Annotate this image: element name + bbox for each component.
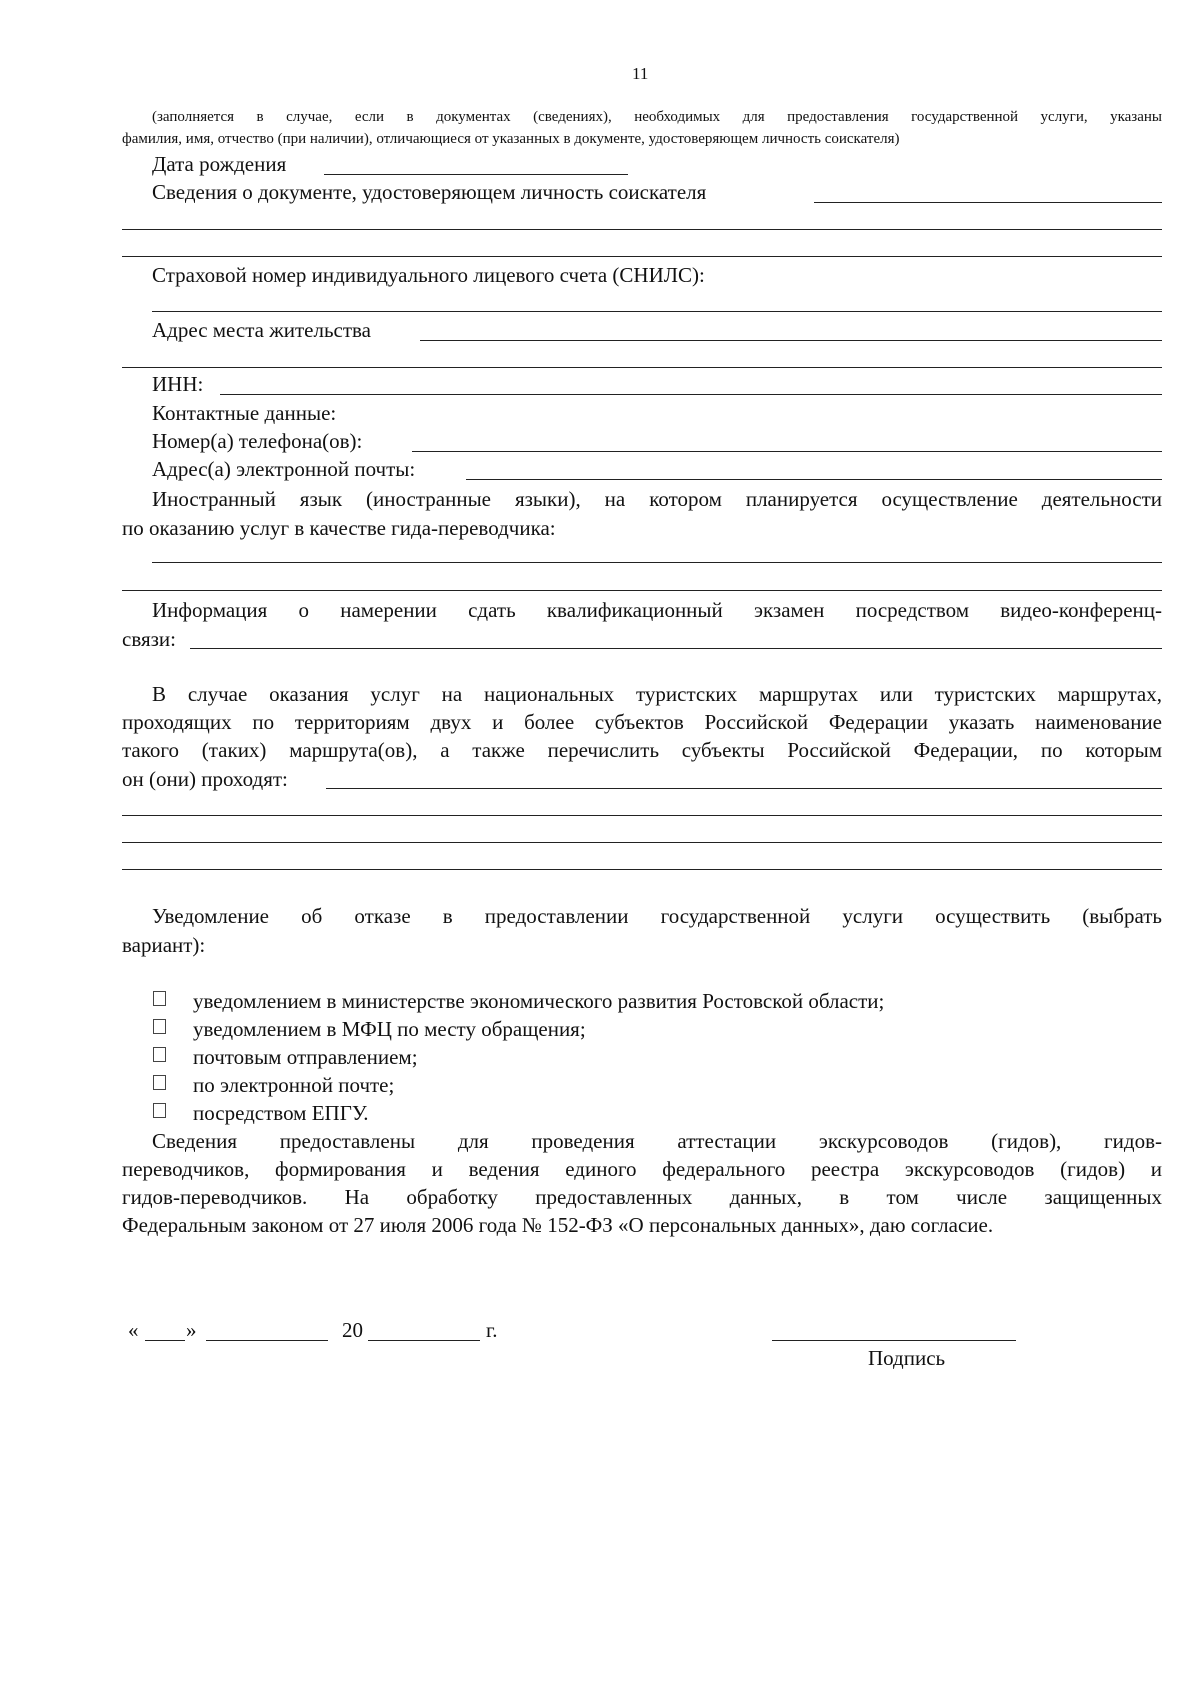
birth-date-field[interactable] — [324, 174, 628, 175]
refusal-option-ministry: уведомлением в министерстве экономического развития Ростовской области; — [193, 989, 885, 1013]
date-close-quote: » — [186, 1318, 197, 1342]
address-label: Адрес места жительства — [152, 318, 371, 342]
identity-doc-field-line-2[interactable] — [122, 229, 1162, 230]
refusal-option-checkbox[interactable] — [153, 991, 166, 1006]
page-number: 11 — [632, 64, 649, 83]
refusal-option-checkbox[interactable] — [153, 1019, 166, 1034]
date-month-field[interactable] — [206, 1340, 328, 1341]
language-label-line-2: по оказанию услуг в качестве гида-переводчика: — [122, 516, 556, 540]
routes-text-line-1: В случае оказания услуг на национальных туристских маршрутах или туристских маршрутах, — [152, 682, 1162, 706]
video-field[interactable] — [190, 648, 1162, 649]
consent-text-line-3: гидов-переводчиков. На обработку предоставленных данных, в том числе защищенных — [122, 1185, 1162, 1209]
routes-field[interactable] — [326, 788, 1162, 789]
snils-label: Страховой номер индивидуального лицевого счета (СНИЛС): — [152, 263, 705, 287]
video-label-line-2: связи: — [122, 627, 176, 651]
inn-field[interactable] — [220, 394, 1162, 395]
refusal-option-mfc: уведомлением в МФЦ по месту обращения; — [193, 1017, 586, 1041]
address-field-line-2[interactable] — [122, 367, 1162, 368]
refusal-option-checkbox[interactable] — [153, 1047, 166, 1062]
refusal-text-line-2: вариант): — [122, 933, 206, 957]
consent-text-line-2: переводчиков, формирования и ведения единого федерального реестра экскурсоводов (гидов) и — [122, 1157, 1162, 1181]
language-field[interactable] — [152, 562, 1162, 563]
emails-field[interactable] — [466, 479, 1162, 480]
identity-doc-field-line-3[interactable] — [122, 256, 1162, 257]
consent-text-line-1: Сведения предоставлены для проведения аттестации экскурсоводов (гидов), гидов- — [152, 1129, 1162, 1153]
routes-text-line-2: проходящих по территориям двух и более субъектов Российской Федерации указать наименование — [122, 710, 1162, 734]
consent-text-line-4: Федеральным законом от 27 июля 2006 года № 152-ФЗ «О персональных данных», даю согласие. — [122, 1213, 994, 1237]
video-label-line-1: Информация о намерении сдать квалификационный экзамен посредством видео-конференц- — [152, 598, 1162, 622]
routes-field-line-4[interactable] — [122, 869, 1162, 870]
date-day-field[interactable] — [145, 1340, 185, 1341]
note-line-2: фамилия, имя, отчество (при наличии), отличающиеся от указанных в документе, удостоверяющем личность соискателя) — [122, 131, 900, 147]
refusal-text-line-1: Уведомление об отказе в предоставлении государственной услуги осуществить (выбрать — [152, 904, 1162, 928]
routes-text-line-3: такого (таких) маршрута(ов), а также перечислить субъекты Российской Федерации, по которым — [122, 738, 1162, 762]
language-label-line-1: Иностранный язык (иностранные языки), на котором планируется осуществление деятельности — [152, 487, 1162, 511]
inn-label: ИНН: — [152, 372, 204, 396]
note-line-1: (заполняется в случае, если в документах (сведениях), необходимых для предоставления государственной услуги, указаны — [152, 109, 1162, 125]
address-field[interactable] — [420, 340, 1162, 341]
identity-doc-field[interactable] — [814, 202, 1162, 203]
refusal-option-email: по электронной почте; — [193, 1073, 395, 1097]
signature-field[interactable] — [772, 1340, 1016, 1341]
contacts-label: Контактные данные: — [152, 401, 337, 425]
date-year-suffix: г. — [486, 1318, 498, 1342]
language-field-line-2[interactable] — [122, 590, 1162, 591]
routes-field-line-2[interactable] — [122, 815, 1162, 816]
phones-label: Номер(а) телефона(ов): — [152, 429, 363, 453]
refusal-option-checkbox[interactable] — [153, 1103, 166, 1118]
date-open-quote: « — [128, 1318, 139, 1342]
emails-label: Адрес(а) электронной почты: — [152, 457, 416, 481]
identity-doc-label: Сведения о документе, удостоверяющем личность соискателя — [152, 180, 707, 204]
refusal-option-post: почтовым отправлением; — [193, 1045, 418, 1069]
phones-field[interactable] — [412, 451, 1162, 452]
date-century: 20 — [342, 1318, 363, 1342]
routes-field-line-3[interactable] — [122, 842, 1162, 843]
snils-field[interactable] — [152, 311, 1162, 312]
refusal-option-epgu: посредством ЕПГУ. — [193, 1101, 369, 1125]
date-year-field[interactable] — [368, 1340, 480, 1341]
refusal-option-checkbox[interactable] — [153, 1075, 166, 1090]
birth-date-label: Дата рождения — [152, 152, 287, 176]
routes-text-line-4: он (они) проходят: — [122, 767, 288, 791]
signature-label: Подпись — [868, 1346, 946, 1370]
